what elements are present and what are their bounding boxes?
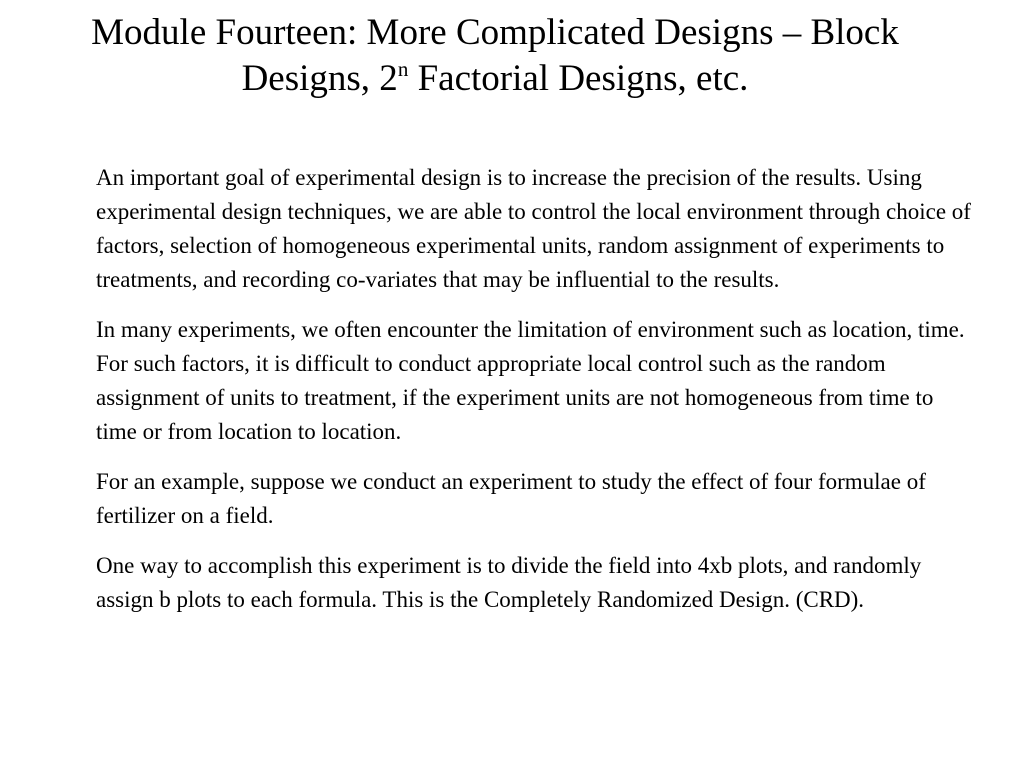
paragraph-crd-description: One way to accomplish this experiment is to divide the field into 4xb plots, and randomly assign b plots to each formula. This is the Completely Randomized Design. (CRD). [96, 553, 922, 612]
title-text-part1: Module Fourteen: More Complicated Designs – Block Designs, 2 [91, 12, 899, 99]
paragraph-fertilizer-example: For an example, suppose we conduct an experiment to study the effect of four formulae of fertilizer on a field. [96, 469, 926, 528]
slide-body [96, 161, 976, 633]
paragraph-environment-limitation: In many experiments, we often encounter the limitation of environment such as location, time. For such factors, it is difficult to conduct appropriate local control such as the random assignment of units to treatment, if the experiment units are not homogeneous from time to time or from location to location. [96, 317, 965, 444]
title-text-part2: Factorial Designs, etc. [408, 58, 749, 99]
slide-title [40, 10, 950, 102]
title-superscript: n [397, 57, 409, 81]
paragraph-precision-goal: An important goal of experimental design is to increase the precision of the results. Using experimental design techniques, we are able to control the local environment through choice of factors, selection of homogeneous experimental units, random assignment of experiments to treatments, and recording co-variates that may be influential to the results. [96, 165, 971, 292]
